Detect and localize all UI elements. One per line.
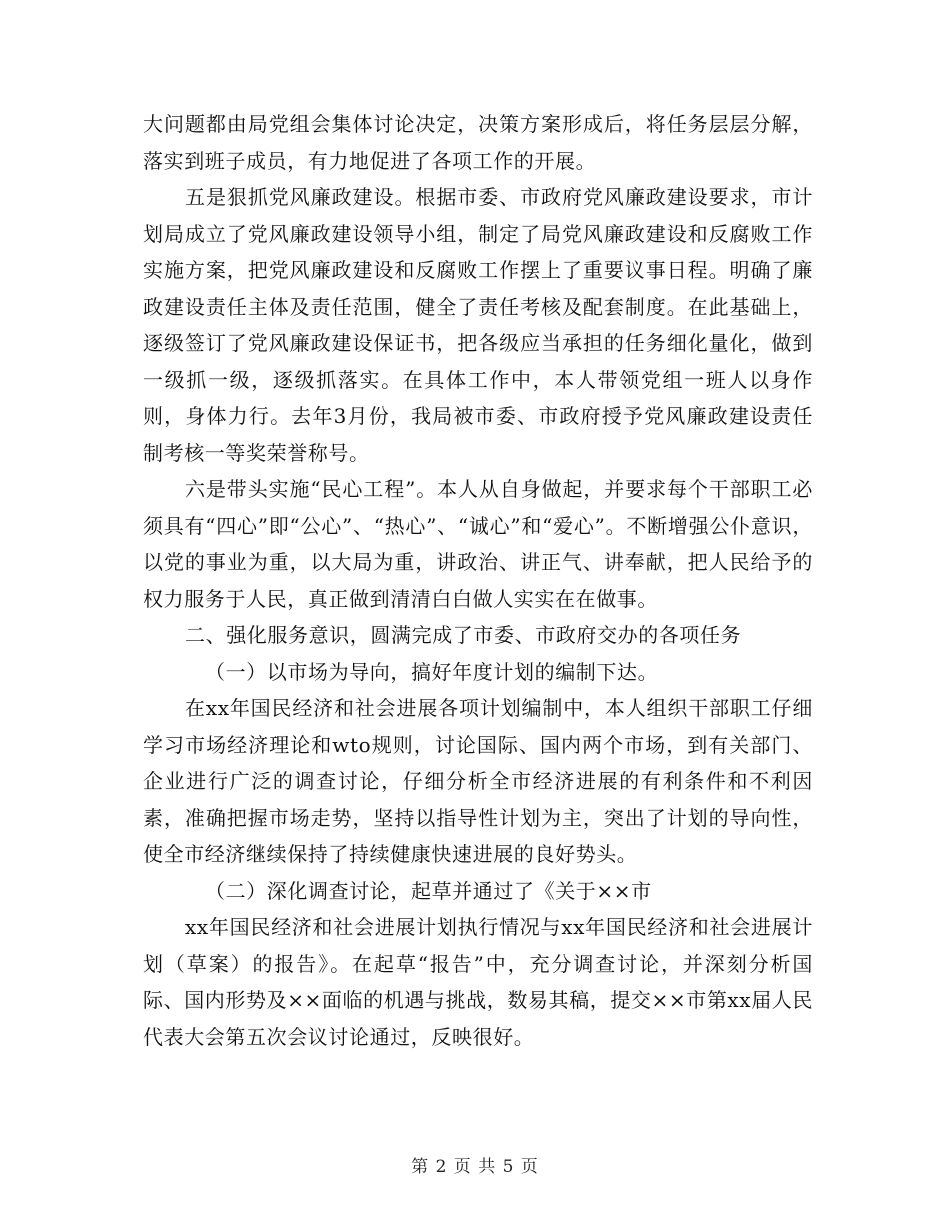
paragraph-report: xx年国民经济和社会进展计划执行情况与xx年国民经济和社会进展计划（草案）的报告》。在起草“报告”中，充分调查讨论，并深刻分析国际、国内形势及××面临的机遇与挑战，数易其稿，提交××市第xx届人民代表大会第五次会议讨论通过，反映很好。 [143, 915, 813, 1049]
paragraph-people-project: 六是带头实施“民心工程”。本人从自身做起，并要求每个干部职工必须具有“四心”即“公心”、“热心”、“诚心”和“爱心”。不断增强公仆意识，以党的事业为重，以大局为重，讲政治、讲正气、讲奉献，把人民给予的权力服务于人民，真正做到清清白白做人实实在在做事。 [143, 477, 813, 611]
paragraph-annual-plan: 在xx年国民经济和社会进展各项计划编制中，本人组织干部职工仔细学习市场经济理论和wto规则，讨论国际、国内两个市场，到有关部门、企业进行广泛的调查讨论，仔细分析全市经济进展的有利条件和不利因素，准确把握市场走势，坚持以指导性计划为主，突出了计划的导向性，使全市经济继续保持了持续健康快速进展的良好势头。 [143, 696, 813, 866]
section-heading-two: 二、强化服务意识，圆满完成了市委、市政府交办的各项任务 [185, 623, 742, 647]
page-number-footer: 第 2 页 共 5 页 [411, 1157, 539, 1177]
subsection-heading-one: （一）以市场为导向，搞好年度计划的编制下达。 [205, 659, 659, 684]
document-body [143, 106, 813, 1055]
paragraph-continuation: 大问题都由局党组会集体讨论决定，决策方案形成后，将任务层层分解，落实到班子成员，有力地促进了各项工作的开展。 [143, 112, 813, 173]
paragraph-anti-corruption: 五是狠抓党风廉政建设。根据市委、市政府党风廉政建设要求，市计划局成立了党风廉政建设领导小组，制定了局党风廉政建设和反腐败工作实施方案，把党风廉政建设和反腐败工作摆上了重要议事日程。明确了廉政建设责任主体及责任范围，健全了责任考核及配套制度。在此基础上，逐级签订了党风廉政建设保证书，把各级应当承担的任务细化量化，做到一级抓一级，逐级抓落实。在具体工作中，本人带领党组一班人以身作则，身体力行。去年3月份，我局被市委、市政府授予党风廉政建设责任制考核一等奖荣誉称号。 [143, 185, 813, 465]
subsection-heading-two: （二）深化调查讨论，起草并通过了《关于××市 [205, 878, 652, 903]
